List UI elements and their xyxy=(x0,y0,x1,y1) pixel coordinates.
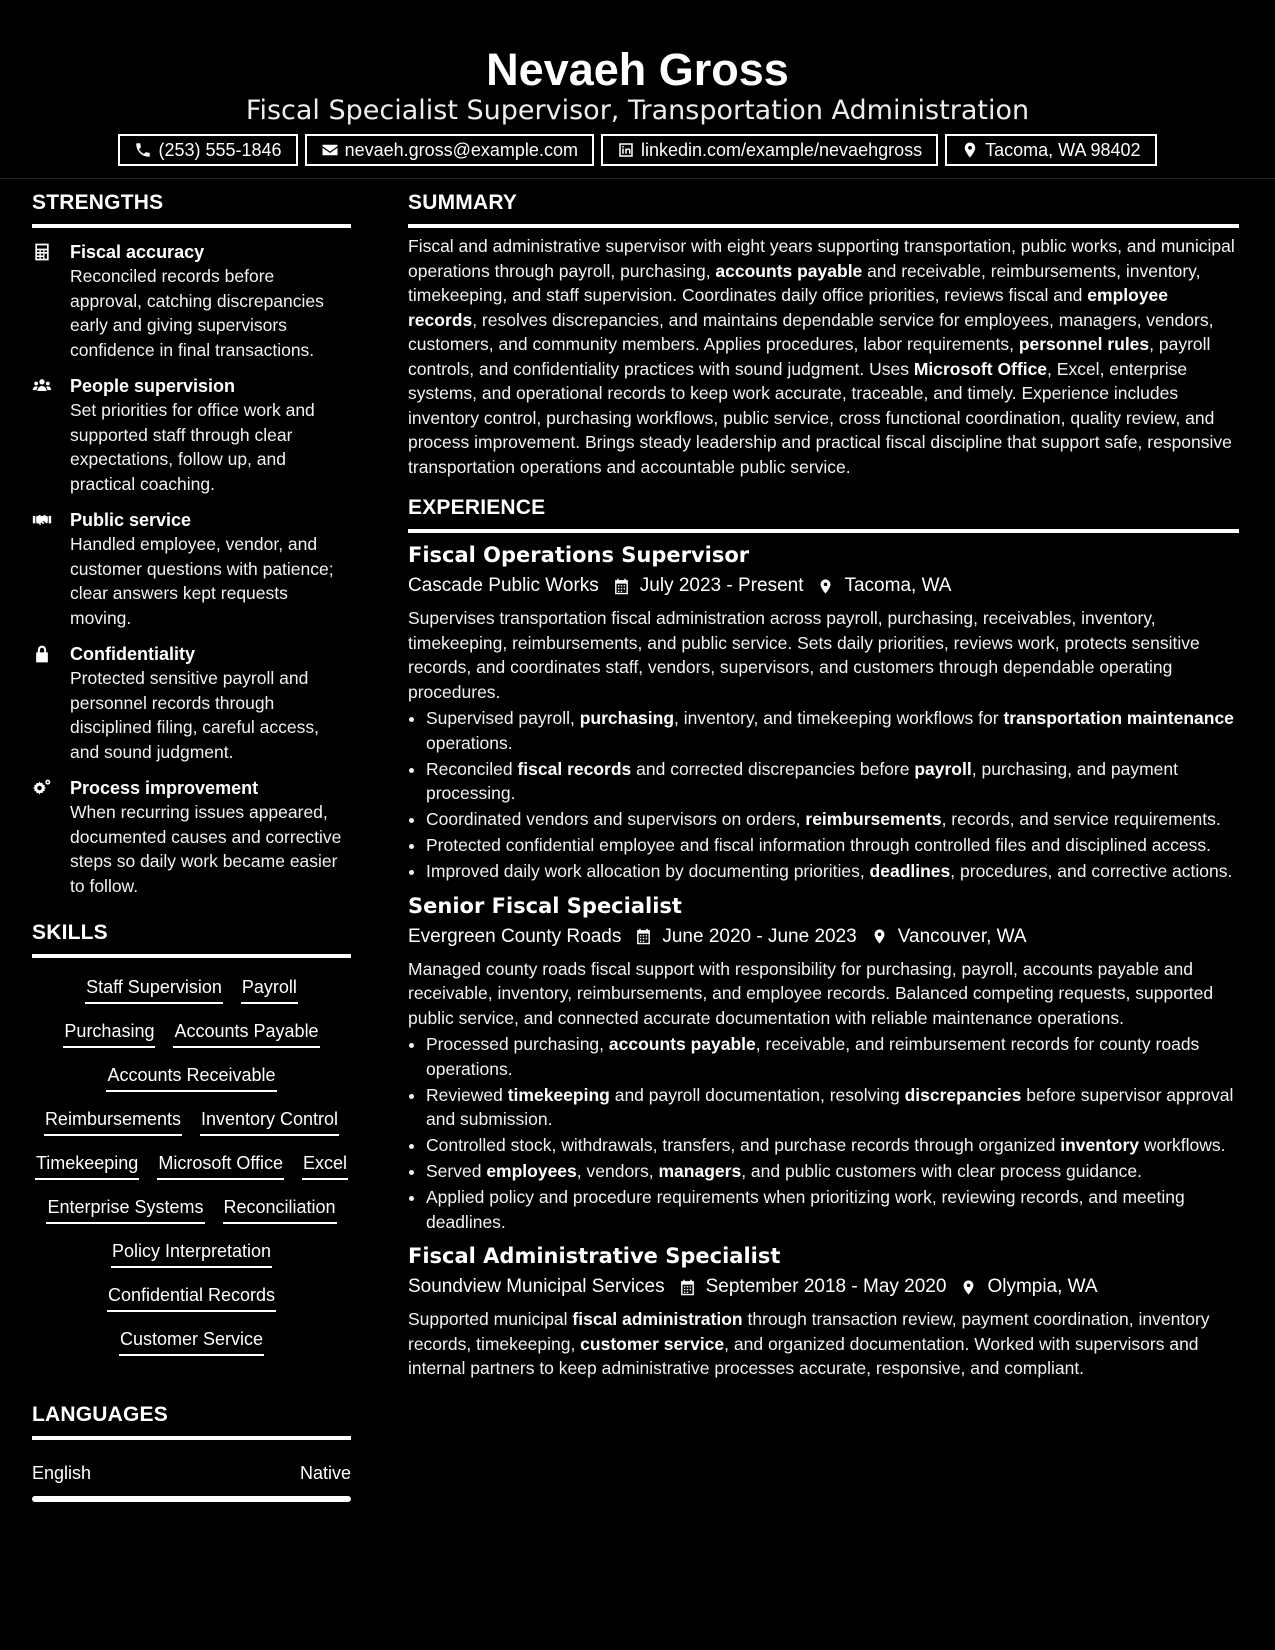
emphasized-text: transportation maintenance xyxy=(1003,708,1234,728)
text-run: , and organized documentation. Worked with supervisors and internal partners to keep administrative processes accurate, responsive, and compliant. xyxy=(408,1333,1199,1378)
job-bullet xyxy=(426,706,1239,755)
text-run: , Excel, enterprise systems, and operational records to keep work accurate, traceable, and timely. Experience includes inventory control, purchasing workflows, public service, cross functional coordination, quality review, and process improvement. Brings steady leadership and practical fiscal discipline that support safe, responsive transportation operations and accountable public service. xyxy=(408,358,1232,477)
map-pin-icon xyxy=(946,1278,987,1297)
text-run: Processed purchasing, xyxy=(426,1034,609,1054)
experience-list xyxy=(408,541,1239,1381)
skill-tag: Customer Service xyxy=(119,1326,264,1356)
emphasized-text: employee records xyxy=(408,285,1169,330)
skill-tag: Accounts Receivable xyxy=(106,1062,276,1092)
contact-text: Tacoma, WA 98402 xyxy=(985,140,1141,160)
text-run: and receivable, reimbursements, inventory, timekeeping, and staff supervision. Coordinates daily office priorities, reviews fiscal and xyxy=(408,260,1201,305)
language-proficiency-bar xyxy=(32,1496,351,1502)
strength-item xyxy=(32,776,351,898)
emphasized-text: reimbursements xyxy=(805,809,942,829)
text-run: , inventory, and timekeeping workflows for xyxy=(674,708,1004,728)
skill-tag: Payroll xyxy=(241,974,298,1004)
emphasized-text: discrepancies xyxy=(904,1084,1022,1105)
text-run: , purchasing, and payment processing. xyxy=(426,758,1178,803)
language-level: Native xyxy=(299,1463,351,1483)
text-run: Applied policy and procedure requirements when prioritizing work, reviewing records, and meeting deadlines. xyxy=(426,1187,1185,1232)
job-bullet xyxy=(426,1032,1239,1081)
skill-tag: Accounts Payable xyxy=(173,1018,319,1048)
emphasized-text: accounts payable xyxy=(715,260,863,281)
strength-description: Handled employee, vendor, and customer questions with patience; clear answers kept requests moving. xyxy=(70,534,334,628)
job-bullets xyxy=(408,1032,1239,1234)
skill-tag: Staff Supervision xyxy=(85,974,223,1004)
text-run: , payroll controls, and confidentiality practices with sound judgment. Uses xyxy=(408,334,1211,379)
skill-tag: Microsoft Office xyxy=(157,1150,284,1180)
calendar-icon xyxy=(665,1278,706,1297)
text-run: before supervisor approval and submission. xyxy=(426,1084,1234,1129)
strength-description: When recurring issues appeared, documented causes and corrective steps so daily work became easier to follow. xyxy=(70,802,342,896)
text-run: , resolves discrepancies, and maintains dependable service for employees, managers, vendors, customers, and community members. Applies procedures, labor requirements, xyxy=(408,309,1214,354)
strength-title: Confidentiality xyxy=(70,644,195,664)
strengths-list xyxy=(32,240,351,898)
right-column xyxy=(408,178,1239,1385)
text-run: Served xyxy=(426,1161,487,1181)
resume-header xyxy=(0,0,1275,179)
phone-icon xyxy=(134,141,152,159)
text-run: Controlled stock, withdrawals, transfers, and purchase records through organized xyxy=(426,1135,1061,1155)
emphasized-text: managers xyxy=(658,1161,742,1181)
emphasized-text: deadlines xyxy=(869,861,951,881)
linkedin-icon xyxy=(617,141,635,159)
emphasized-text: customer service xyxy=(580,1333,725,1354)
job-bullet xyxy=(426,757,1239,806)
text-run: , receivable, and reimbursement records for county roads operations. xyxy=(426,1034,1200,1079)
text-run: and corrected discrepancies before xyxy=(631,758,915,779)
strength-item xyxy=(32,240,351,362)
job-bullet xyxy=(426,1159,1239,1184)
strength-description: Set priorities for office work and supported staff through clear expectations, follow up, and practical coaching. xyxy=(70,400,315,494)
job-bullet xyxy=(426,859,1239,884)
text-run: workflows. xyxy=(1139,1135,1226,1155)
job-entry xyxy=(408,1242,1239,1381)
strength-item xyxy=(32,374,351,496)
job-company: Cascade Public Works xyxy=(408,575,599,596)
strength-title: Public service xyxy=(70,510,192,530)
strength-description: Protected sensitive payroll and personnel records through disciplined filing, careful access, and sound judgment. xyxy=(70,668,320,762)
emphasized-text: fiscal records xyxy=(517,758,632,779)
job-entry xyxy=(408,892,1239,1235)
text-run: through transaction review, payment coordination, inventory records, timekeeping, xyxy=(408,1309,1210,1354)
strength-title: Fiscal accuracy xyxy=(70,242,205,262)
calendar-icon xyxy=(599,577,640,596)
handshake-icon xyxy=(32,508,56,630)
skill-tag: Enterprise Systems xyxy=(46,1194,204,1224)
job-dates: June 2020 - June 2023 xyxy=(662,925,857,947)
strength-item xyxy=(32,642,351,764)
text-run: Reviewed xyxy=(426,1084,508,1105)
text-run: Coordinated vendors and supervisors on orders, xyxy=(426,809,806,829)
contact-item[interactable] xyxy=(601,134,938,166)
contact-text: nevaeh.gross@example.com xyxy=(344,140,578,160)
strength-title: Process improvement xyxy=(70,778,259,798)
job-dates: July 2023 - Present xyxy=(639,575,804,596)
language-name: English xyxy=(32,1463,92,1483)
skill-tag: Confidential Records xyxy=(107,1282,276,1312)
calculator-icon xyxy=(32,240,56,362)
emphasized-text: employees xyxy=(486,1161,577,1181)
job-location: Vancouver, WA xyxy=(897,925,1027,947)
text-run: , procedures, and corrective actions. xyxy=(950,861,1233,881)
skill-tag: Timekeeping xyxy=(35,1150,139,1180)
candidate-name: Nevaeh Gross xyxy=(486,44,789,95)
emphasized-text: accounts payable xyxy=(608,1034,756,1054)
text-run: Improved daily work allocation by documenting priorities, xyxy=(426,861,870,881)
job-title: Fiscal Operations Supervisor xyxy=(408,543,750,567)
emphasized-text: timekeeping xyxy=(507,1084,610,1105)
emphasized-text: Microsoft Office xyxy=(913,358,1048,379)
emphasized-text: inventory xyxy=(1060,1135,1139,1155)
job-bullets xyxy=(408,706,1239,884)
text-run: Fiscal and administrative supervisor with eight years supporting transportation, public works, and municipal operations through payroll, purchasing, xyxy=(408,236,1235,281)
strength-title: People supervision xyxy=(70,376,236,396)
text-run: Protected confidential employee and fiscal information through controlled files and disciplined access. xyxy=(426,835,1212,855)
emphasized-text: fiscal administration xyxy=(572,1309,743,1329)
skill-tag: Reimbursements xyxy=(44,1106,182,1136)
map-pin-icon xyxy=(857,927,898,946)
text-run: , and public customers with clear process guidance. xyxy=(741,1161,1142,1181)
summary-text xyxy=(408,234,1239,479)
map-pin-icon xyxy=(803,577,844,596)
language-row xyxy=(32,1460,351,1486)
job-title: Senior Fiscal Specialist xyxy=(408,893,682,918)
skills-heading: SKILLS xyxy=(32,920,351,958)
text-run: Reconciled xyxy=(426,758,518,779)
candidate-title: Fiscal Specialist Supervisor, Transportation Administration xyxy=(245,95,1030,126)
contact-item[interactable] xyxy=(118,134,297,166)
contact-item[interactable] xyxy=(945,134,1156,166)
languages-heading: LANGUAGES xyxy=(32,1402,351,1440)
job-description: Managed county roads fiscal support with responsibility for purchasing, payroll, accounts payable and receivable, inventory, reimbursements, and employee records. Balanced competing requests, supported public service, and connected accurate documentation with reliable maintenance operations. xyxy=(408,958,1214,1028)
contact-text: linkedin.com/example/nevaehgross xyxy=(640,140,923,160)
job-meta xyxy=(408,1273,1239,1301)
job-description: Supervises transportation fiscal administration across payroll, purchasing, receivables, inventory, timekeeping, reimbursements, and public service. Sets daily priorities, reviews work, protects sensitive records, and coordinates staff, vendors, supervisors, and customers through dependable operating procedures. xyxy=(408,608,1200,702)
job-description xyxy=(408,1307,1239,1381)
job-title: Fiscal Administrative Specialist xyxy=(408,1244,781,1268)
job-location: Olympia, WA xyxy=(987,1276,1098,1297)
strength-description: Reconciled records before approval, catching discrepancies early and giving supervisors confidence in final transactions. xyxy=(70,266,324,360)
job-bullet xyxy=(426,807,1239,832)
contact-bar xyxy=(0,134,1275,166)
envelope-icon xyxy=(321,141,339,159)
job-entry xyxy=(408,541,1239,884)
strength-item xyxy=(32,508,351,630)
skill-tag: Reconciliation xyxy=(223,1194,337,1224)
emphasized-text: payroll xyxy=(914,758,972,779)
job-bullet xyxy=(426,1133,1239,1158)
map-pin-icon xyxy=(961,141,979,159)
job-bullet xyxy=(426,833,1239,858)
job-company: Soundview Municipal Services xyxy=(408,1276,665,1297)
emphasized-text: purchasing xyxy=(579,708,675,728)
job-location: Tacoma, WA xyxy=(844,575,952,596)
job-meta xyxy=(408,572,1239,600)
job-bullet xyxy=(426,1083,1239,1132)
lock-icon xyxy=(32,642,56,764)
emphasized-text: personnel rules xyxy=(1018,334,1150,354)
strengths-heading: STRENGTHS xyxy=(32,190,351,228)
gears-icon xyxy=(32,776,56,898)
job-bullet xyxy=(426,1185,1239,1234)
skill-tag: Inventory Control xyxy=(200,1106,339,1136)
text-run: , vendors, xyxy=(576,1161,659,1181)
experience-heading: EXPERIENCE xyxy=(408,495,1239,533)
job-dates: September 2018 - May 2020 xyxy=(705,1276,947,1297)
job-meta xyxy=(408,923,1239,951)
summary-heading: SUMMARY xyxy=(408,190,1239,228)
text-run: and payroll documentation, resolving xyxy=(609,1084,905,1105)
skills-list xyxy=(32,974,351,1356)
job-company: Evergreen County Roads xyxy=(408,925,622,947)
left-column xyxy=(32,178,351,1502)
skill-tag: Policy Interpretation xyxy=(111,1238,272,1268)
skill-tag: Excel xyxy=(302,1150,348,1180)
calendar-icon xyxy=(621,927,662,946)
text-run: Supervised payroll, xyxy=(426,708,580,728)
contact-text: (253) 555-1846 xyxy=(158,140,282,160)
text-run: , records, and service requirements. xyxy=(941,809,1221,829)
skill-tag: Purchasing xyxy=(63,1018,155,1048)
contact-item[interactable] xyxy=(305,134,594,166)
text-run: operations. xyxy=(426,732,513,753)
text-run: Supported municipal xyxy=(408,1309,573,1329)
users-icon xyxy=(32,374,56,496)
